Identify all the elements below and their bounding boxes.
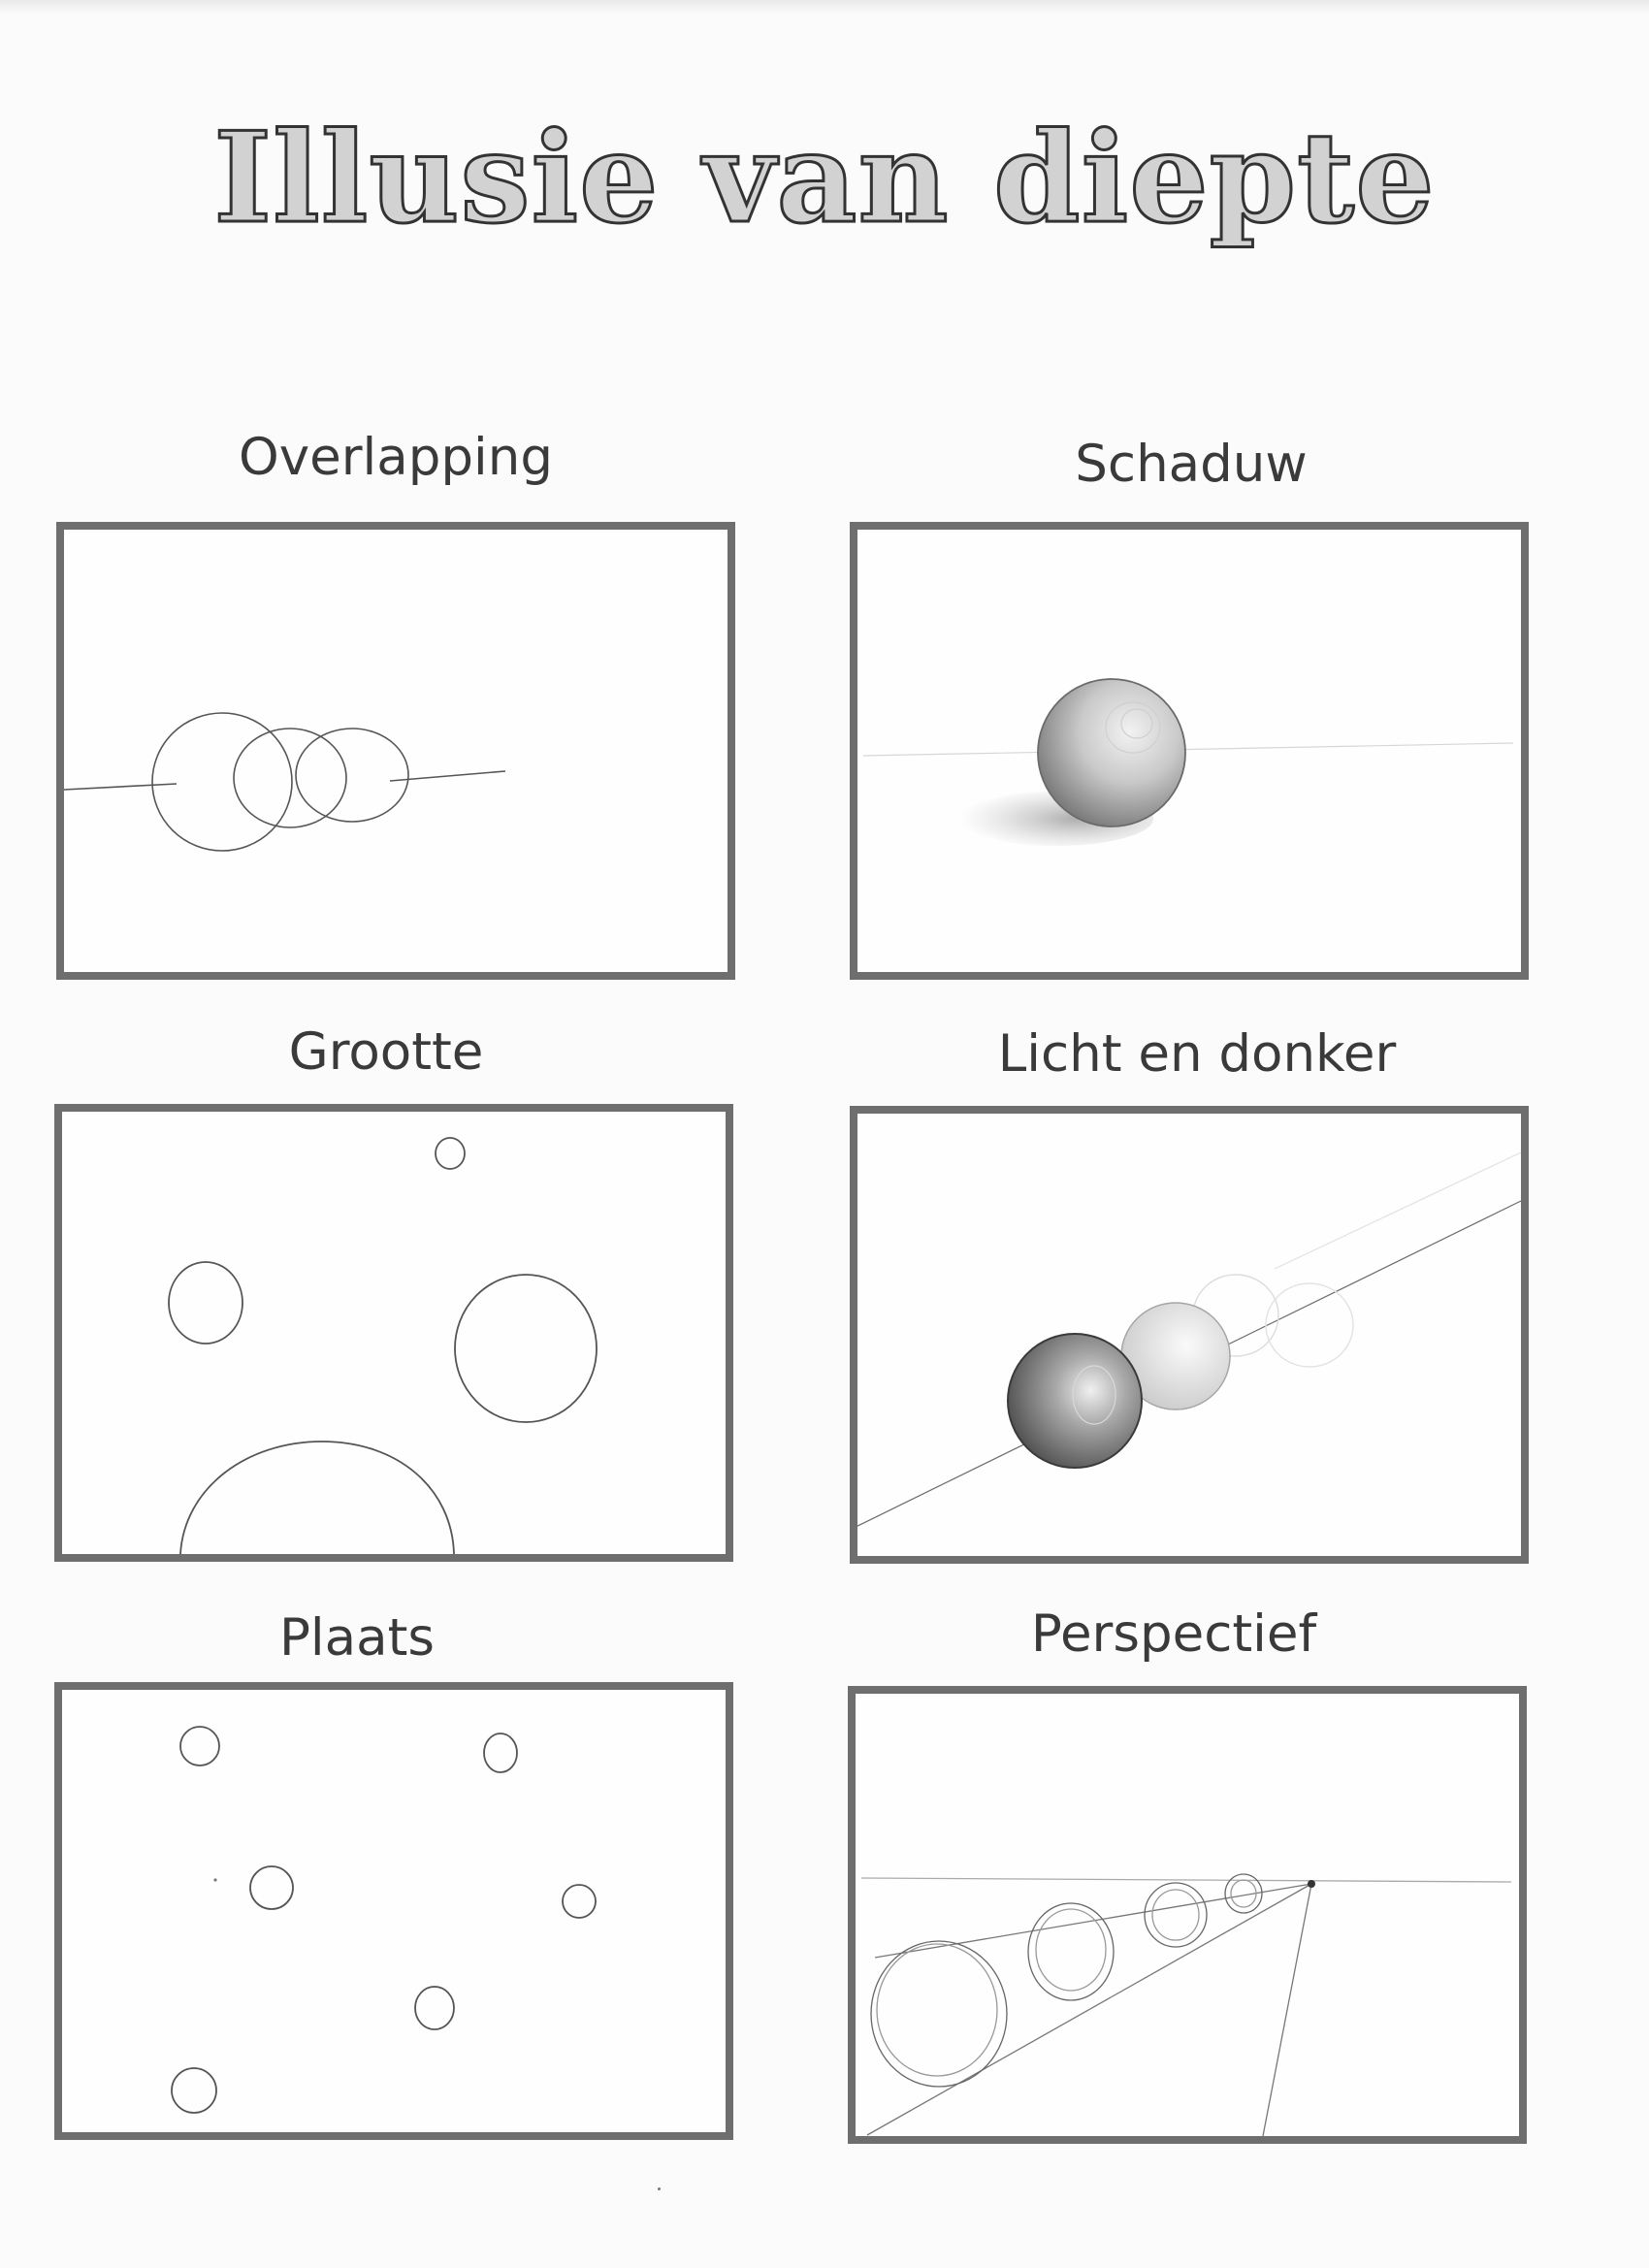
circle-front	[152, 713, 292, 851]
overlapping-drawing	[64, 530, 728, 972]
label-schaduw: Schaduw	[1075, 435, 1308, 494]
panel-schaduw	[850, 522, 1529, 980]
perspective-circle-1	[871, 1941, 1007, 2087]
label-perspectief: Perspectief	[1030, 1604, 1317, 1664]
horizon-line-left	[64, 784, 177, 790]
circle-small	[169, 1262, 242, 1344]
panel-plaats	[54, 1682, 733, 2140]
panel-licht-en-donker	[850, 1106, 1529, 1564]
panel-overlapping	[56, 522, 735, 980]
circle-large-partial	[180, 1442, 454, 1554]
panel-perspectief	[848, 1686, 1527, 2144]
shaded-ball	[1038, 679, 1185, 826]
licht-en-donker-drawing	[857, 1114, 1521, 1556]
schaduw-drawing	[857, 530, 1521, 972]
label-plaats: Plaats	[278, 1608, 436, 1668]
vanishing-line-vertical	[1263, 1884, 1311, 2136]
ball-far	[1266, 1283, 1353, 1367]
ball-front	[1008, 1334, 1142, 1468]
horizon-line	[861, 1878, 1511, 1882]
label-licht-en-donker: Licht en donker	[997, 1024, 1397, 1084]
perspective-circle-3	[1145, 1883, 1207, 1947]
circle-back	[296, 729, 408, 822]
vanishing-point	[1308, 1880, 1315, 1888]
panel-grootte	[54, 1104, 733, 1562]
perspectief-drawing	[856, 1694, 1519, 2136]
page-title: Illusie van diepte	[213, 106, 1436, 251]
circle-tiny	[436, 1138, 465, 1169]
horizon-line	[863, 743, 1513, 756]
plaats-drawing	[62, 1690, 726, 2132]
perspective-circle-2	[1028, 1903, 1114, 2000]
label-overlapping: Overlapping	[239, 428, 553, 487]
horizon-line-right	[390, 771, 505, 781]
grootte-drawing	[62, 1112, 726, 1554]
circle-medium	[455, 1275, 597, 1422]
paper-top-edge	[0, 0, 1649, 14]
speck	[658, 2187, 661, 2190]
circle-middle	[234, 729, 346, 827]
label-grootte: Grootte	[288, 1022, 484, 1082]
